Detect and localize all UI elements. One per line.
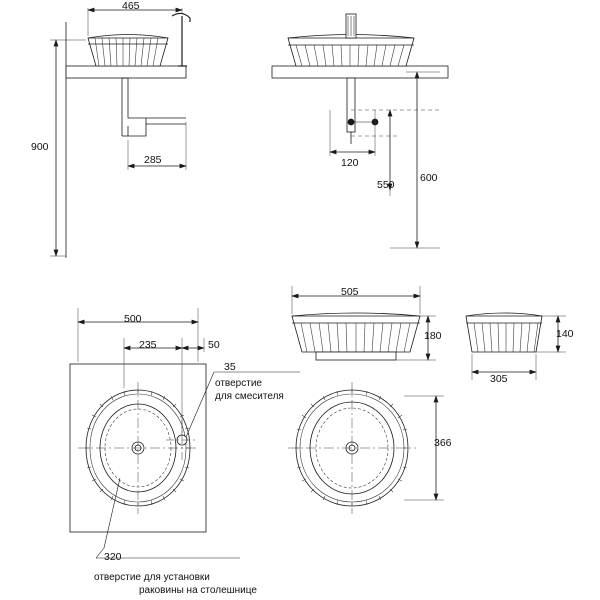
dimension-140: 140: [556, 328, 574, 340]
view-side-elevation: [50, 8, 190, 258]
view-basin-side-elevation: [466, 313, 566, 380]
dimension-600: 600: [420, 172, 438, 184]
dimension-900: 900: [31, 141, 49, 153]
dimension-35: 35: [224, 361, 236, 373]
note-faucet-hole-line2: для смесителя: [215, 391, 284, 402]
dimension-285: 285: [144, 154, 162, 166]
note-faucet-hole-line1: отверстие: [215, 378, 262, 389]
note-install-hole-line2: раковины на столешнице: [139, 585, 257, 596]
dimension-50: 50: [208, 339, 220, 351]
dimension-366: 366: [434, 437, 452, 449]
dimension-505: 505: [341, 286, 359, 298]
dimension-180: 180: [424, 330, 442, 342]
dimension-305: 305: [490, 373, 508, 385]
view-basin-front-elevation: [292, 286, 436, 360]
dimension-500: 500: [124, 313, 142, 325]
dimension-550: 550: [377, 179, 395, 191]
dimension-320: 320: [104, 551, 122, 563]
view-front-elevation: [272, 14, 448, 248]
dimension-465: 465: [122, 0, 140, 12]
dimension-235: 235: [139, 339, 157, 351]
view-top-plan-countertop: [70, 308, 300, 558]
view-basin-top-plan: [288, 382, 444, 514]
dimension-120: 120: [341, 157, 359, 169]
note-install-hole-line1: отверстие для установки: [94, 572, 210, 583]
